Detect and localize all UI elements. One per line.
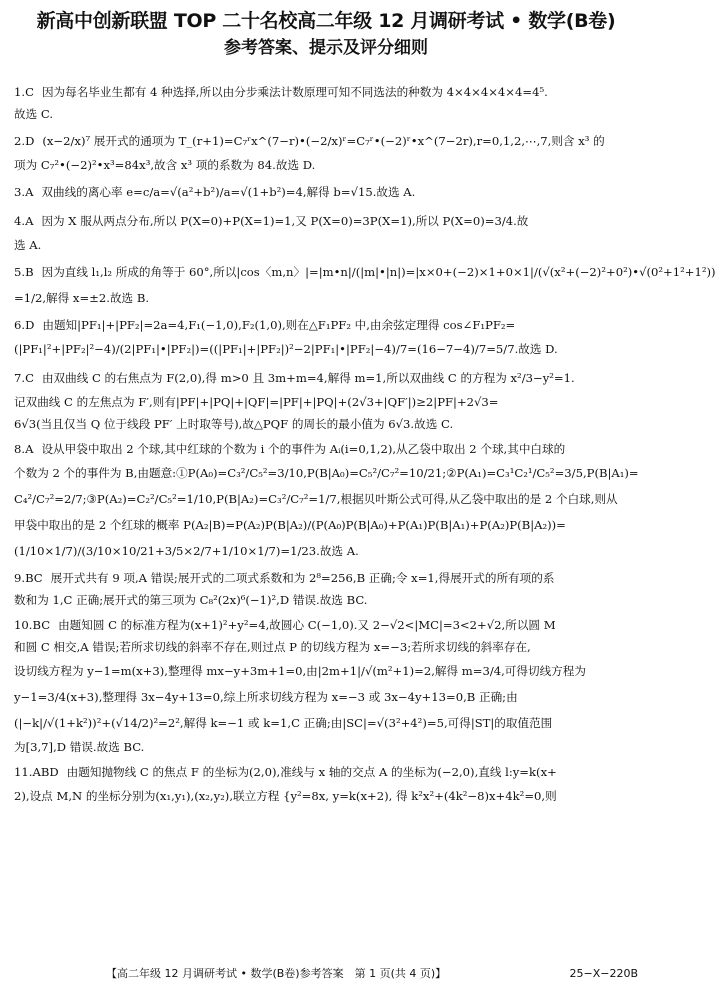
item-text: 个数为 2 个的事件为 B,由题意:①P(A₀)=C₃²/C₅²=3/10,P(B|A₀)=C₅²/C₇²=10/21;②P(A₁)=C₃¹C₂¹/C₅²=3/5,P(B|A₁)= xyxy=(14,466,639,480)
item-number: 1. xyxy=(14,85,26,99)
answer-item-4 xyxy=(14,211,638,253)
item-number: 2. xyxy=(14,134,26,148)
item-text: (x−2/x)⁷ 展开式的通项为 T_(r+1)=C₇ʳx^(7−r)•(−2/x)ʳ=C₇ʳ•(−2)ʳ•x^(7−2r),r=0,1,2,⋯,7,则含 x³ 的 xyxy=(42,134,605,148)
item-answer: A xyxy=(25,185,34,199)
item-answer: C xyxy=(25,85,34,99)
answer-item-10 xyxy=(14,617,638,755)
item-text: (1/10×1/7)/(3/10×10/21+3/5×2/7+1/10×1/7)=1/23.故选 A. xyxy=(14,544,359,558)
answer-item-5 xyxy=(14,262,716,308)
item-answer: A xyxy=(25,214,34,228)
item-number: 4. xyxy=(14,214,26,228)
item-answer: D xyxy=(25,318,35,332)
item-number: 7. xyxy=(14,371,26,385)
item-text: 由双曲线 C 的右焦点为 F(2,0),得 m>0 且 3m+m=4,解得 m=1,所以双曲线 C 的方程为 x²/3−y²=1. xyxy=(41,371,575,385)
answer-item-1 xyxy=(14,84,638,122)
item-text: 双曲线的离心率 e=c/a=√(a²+b²)/a=√(1+b²)=4,解得 b=√15.故选 A. xyxy=(41,185,416,199)
item-number: 3. xyxy=(14,185,26,199)
item-text: 记双曲线 C 的左焦点为 F′,则有|PF|+|PQ|+|QF|=|PF|+|PQ|+(2√3+|QF′|)≥2|PF|+2√3= xyxy=(14,395,499,409)
item-number: 11. xyxy=(14,765,33,779)
item-text: 由题知抛物线 C 的焦点 F 的坐标为(2,0),准线与 x 轴的交点 A 的坐标为(−2,0),直线 l:y=k(x+ xyxy=(66,765,557,779)
item-text: (|−k|/√(1+k²))²+(√14/2)²=2²,解得 k=−1 或 k=1,C 正确;由|SC|=√(3²+4²)=5,可得|ST|的取值范围 xyxy=(14,716,553,730)
item-text: 由题知圆 C 的标准方程为(x+1)²+y²=4,故圆心 C(−1,0).又 2−√2<|MC|=3<2+√2,所以圆 M xyxy=(58,618,556,632)
answer-item-3 xyxy=(14,182,638,202)
item-text: 和圆 C 相交,A 错误;若所求切线的斜率不存在,则过点 P 的切线方程为 x=−3;若所求切线的斜率存在, xyxy=(14,640,531,654)
item-text: 2),设点 M,N 的坐标分别为(x₁,y₁),(x₂,y₂),联立方程 {y²=8x, y=k(x+2), 得 k²x²+(4k²−8)x+4k²=0,则 xyxy=(14,789,557,803)
item-text: 为[3,7],D 错误.故选 BC. xyxy=(14,740,145,754)
item-text: 设从甲袋中取出 2 个球,其中红球的个数为 i 个的事件为 Aᵢ(i=0,1,2),从乙袋中取出 2 个球,其中白球的 xyxy=(41,442,566,456)
answer-sheet-page xyxy=(14,8,716,815)
page-title: 新高中创新联盟 TOP 二十名校高二年级 12 月调研考试 • 数学(B卷) xyxy=(36,10,616,32)
item-text: y−1=3/4(x+3),整理得 3x−4y+13=0,综上所求切线方程为 x=−3 或 3x−4y+13=0,B 正确;由 xyxy=(14,690,518,704)
footer-page-info: 【高二年级 12 月调研考试 • 数学(B卷)参考答案 第 1 页(共 4 页)】 xyxy=(106,967,447,980)
answer-item-11 xyxy=(14,764,638,806)
item-number: 8. xyxy=(14,442,26,456)
item-text: 故选 C. xyxy=(14,107,54,121)
answer-item-2 xyxy=(14,131,638,173)
item-answer: BC xyxy=(32,618,51,632)
item-text: 项为 C₇²•(−2)²•x³=84x³,故含 x³ 项的系数为 84.故选 D. xyxy=(14,158,316,172)
answer-item-6 xyxy=(14,317,638,359)
item-text: 因为每名毕业生都有 4 种选择,所以由分步乘法计数原理可知不同选法的种数为 4×4×4×4×4=4⁵. xyxy=(41,85,548,99)
item-number: 5. xyxy=(14,265,26,279)
item-text: 数和为 1,C 正确;展开式的第三项为 C₈²(2x)⁶(−1)²,D 错误.故选 BC. xyxy=(14,593,368,607)
item-text: 甲袋中取出的是 2 个红球的概率 P(A₂|B)=P(A₂)P(B|A₂)/(P(A₀)P(B|A₀)+P(A₁)P(B|A₁)+P(A₂)P(B|A₂))= xyxy=(14,518,566,532)
item-number: 10. xyxy=(14,618,33,632)
item-text: 由题知|PF₁|+|PF₂|=2a=4,F₁(−1,0),F₂(1,0),则在△F₁PF₂ 中,由余弦定理得 cos∠F₁PF₂= xyxy=(42,318,516,332)
item-text: 展开式共有 9 项,A 错误;展开式的二项式系数和为 2⁸=256,B 正确;令 x=1,得展开式的所有项的系 xyxy=(50,571,555,585)
item-answer: A xyxy=(25,442,34,456)
item-answer: C xyxy=(25,371,34,385)
answer-item-7 xyxy=(14,368,638,432)
answer-item-9 xyxy=(14,570,638,608)
item-text: 因为直线 l₁,l₂ 所成的角等于 60°,所以|cos〈m,n〉|=|m•n|/(|m|•|n|)=|x×0+(−2)×1+0×1|/(√(x²+(−2)²+0²)•√(0²+1²+1²)) xyxy=(41,265,716,279)
item-text: 选 A. xyxy=(14,238,42,252)
item-number: 6. xyxy=(14,318,26,332)
item-answer: D xyxy=(25,134,35,148)
page-subtitle: 参考答案、提示及评分细则 xyxy=(224,38,428,58)
item-text: 设切线方程为 y−1=m(x+3),整理得 mx−y+3m+1=0,由|2m+1|/√(m²+1)=2,解得 m=3/4,可得切线方程为 xyxy=(14,664,586,678)
item-text: 6√3(当且仅当 Q 位于线段 PF′ 上时取等号),故△PQF 的周长的最小值为 6√3.故选 C. xyxy=(14,417,454,431)
item-text: C₄²/C₇²=2/7;③P(A₂)=C₂²/C₅²=1/10,P(B|A₂)=C₃²/C₇²=1/7,根据贝叶斯公式可得,从乙袋中取出的是 2 个白球,则从 xyxy=(14,492,618,506)
item-answer: B xyxy=(25,265,34,279)
item-text: (|PF₁|²+|PF₂|²−4)/(2|PF₁|•|PF₂|)=((|PF₁|+|PF₂|)²−2|PF₁|•|PF₂|−4)/7=(16−7−4)/7=5/7.故选 D. xyxy=(14,342,558,356)
item-answer: BC xyxy=(25,571,43,585)
footer-code: 25−X−220B xyxy=(569,967,638,980)
item-number: 9. xyxy=(14,571,26,585)
answer-list xyxy=(14,84,716,806)
answer-item-8 xyxy=(14,441,638,561)
item-text: 因为 X 服从两点分布,所以 P(X=0)+P(X=1)=1,又 P(X=0)=3P(X=1),所以 P(X=0)=3/4.故 xyxy=(41,214,529,228)
item-text: =1/2,解得 x=±2.故选 B. xyxy=(14,291,150,305)
item-answer: ABD xyxy=(32,765,59,779)
